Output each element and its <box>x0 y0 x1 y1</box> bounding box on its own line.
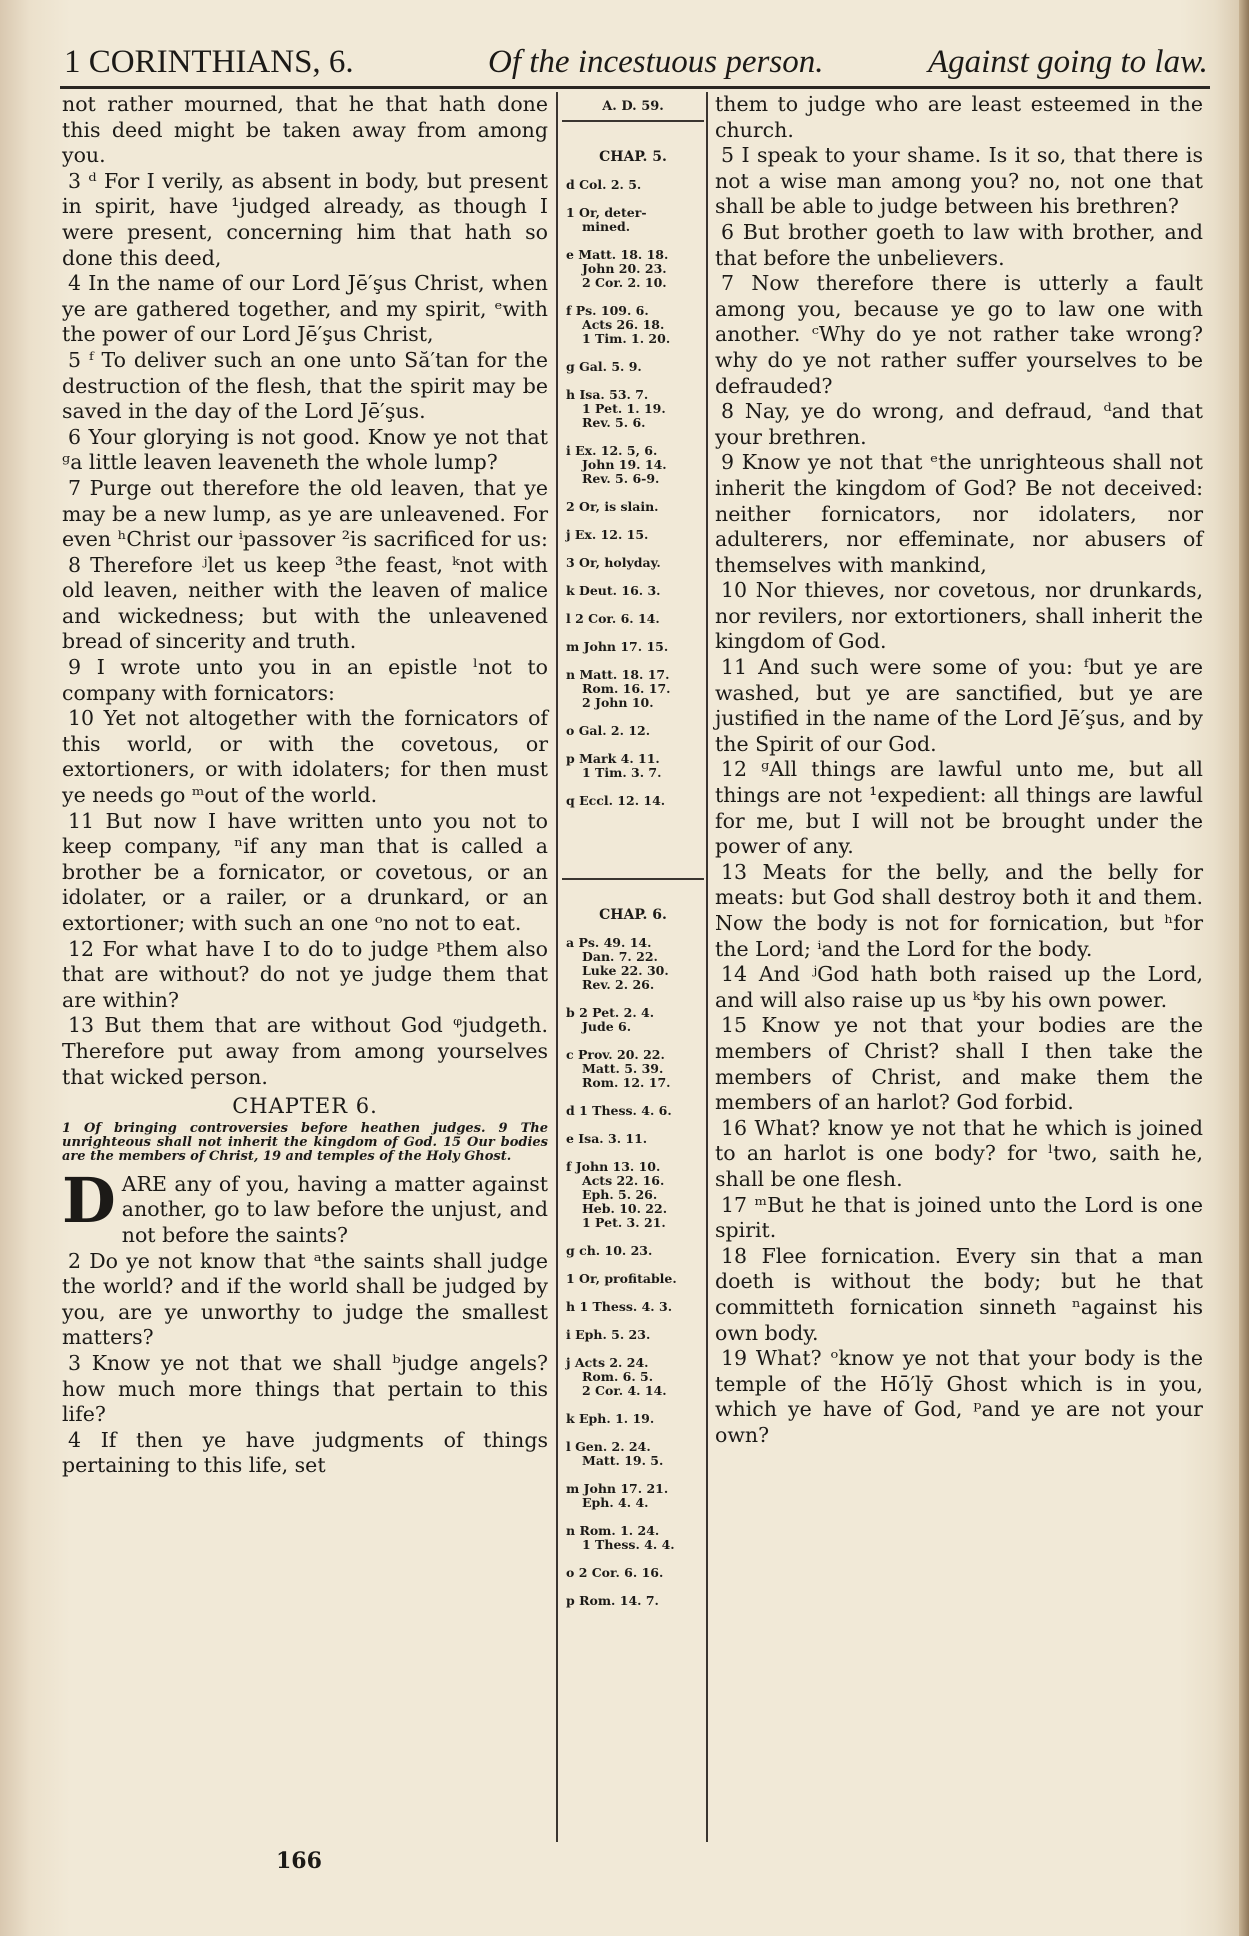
reference-line: 2 Cor. 2. 10. <box>582 275 667 290</box>
cross-reference <box>562 724 704 738</box>
cross-reference <box>562 1300 704 1314</box>
verse: 7 Now therefore there is utterly a fault among you, because ye go to law one with another. ᶜWhy do ye not rather take wrong? why do ye not rather suffer yourselves to be defrauded? <box>715 271 1203 398</box>
left-column <box>62 92 548 1479</box>
reference-line: g ch. 10. 23. <box>566 1243 653 1258</box>
reference-line: j Acts 2. 24. <box>566 1355 649 1370</box>
cross-reference <box>562 1006 704 1034</box>
date-label: A. D. 59. <box>602 99 664 114</box>
reference-line: Eph. 4. 4. <box>582 1495 649 1510</box>
cross-reference <box>562 1272 704 1286</box>
verse-continuation: them to judge who are least esteemed in the church. <box>715 92 1203 142</box>
reference-line: Acts 22. 16. <box>582 1173 665 1188</box>
reference-line: 1 Or, deter- <box>566 205 647 220</box>
reference-line: n Matt. 18. 17. <box>566 667 670 682</box>
cross-reference <box>562 1412 704 1426</box>
cross-reference <box>562 1566 704 1580</box>
verse: 5 I speak to your shame. Is it so, that there is not a wise man among you? no, not one that shall be able to judge between his brethren? <box>715 143 1203 219</box>
reference-line: o 2 Cor. 6. 16. <box>566 1565 664 1580</box>
reference-line: Eph. 5. 26. <box>582 1187 658 1202</box>
reference-line: e Isa. 3. 11. <box>566 1131 648 1146</box>
reference-line: Heb. 10. 22. <box>582 1201 668 1216</box>
reference-line: n Rom. 1. 24. <box>566 1523 660 1538</box>
verse: 12 For what have I to do to judge ᵖthem also that are without? do not ye judge them that are within? <box>62 936 548 1012</box>
reference-line: 2 Or, is slain. <box>566 499 659 514</box>
verse: 10 Yet not altogether with the fornicators of this world, or with the covetous, or extortioners, or with idolaters; for then must ye needs go ᵐout of the world. <box>62 706 548 808</box>
reference-line: Matt. 19. 5. <box>582 1453 664 1468</box>
cross-reference <box>562 388 704 430</box>
running-head-right: Against going to law. <box>928 44 1208 80</box>
page-header <box>60 38 1210 86</box>
reference-line: 2 Cor. 4. 14. <box>582 1383 667 1398</box>
reference-line: f Ps. 109. 6. <box>566 303 649 318</box>
verse: 13 Meats for the belly, and the belly for meats: but God shall destroy both it and them. Now the body is not for fornication, but ʰfor the Lord; ⁱand the Lord for the body. <box>715 859 1203 961</box>
reference-line: 1 Or, profitable. <box>566 1271 677 1286</box>
chapter-heading: CHAPTER 6. <box>232 1094 378 1119</box>
reference-line: d 1 Thess. 4. 6. <box>566 1103 672 1118</box>
reference-line: 3 Or, holyday. <box>566 555 661 570</box>
reference-line: Rev. 5. 6-9. <box>582 471 660 486</box>
reference-line: Luke 22. 30. <box>582 963 669 978</box>
reference-line: a Ps. 49. 14. <box>566 935 652 950</box>
cross-reference <box>562 1594 704 1608</box>
reference-line: i Eph. 5. 23. <box>566 1327 651 1342</box>
chap5-references <box>562 178 704 808</box>
reference-line: 1 Thess. 4. 4. <box>582 1537 675 1552</box>
verse: 14 And ʲGod hath both raised up the Lord, and will also raise up us ᵏby his own power. <box>715 962 1203 1012</box>
cross-reference <box>562 178 704 192</box>
reference-line: 1 Pet. 1. 19. <box>582 401 666 416</box>
verse: 11 But now I have written unto you not to keep company, ⁿif any man that is called a brother be a fornicator, or covetous, or an idolater, or a railer, or a drunkard, or an extortioner; with such an one ᵒno not to eat. <box>62 808 548 935</box>
reference-line: g Gal. 5. 9. <box>566 359 642 374</box>
reference-line: p Mark 4. 11. <box>566 751 660 766</box>
cross-reference <box>562 640 704 654</box>
reference-line: 1 Tim. 1. 20. <box>582 331 671 346</box>
verse: 17 ᵐBut he that is joined unto the Lord is one spirit. <box>715 1192 1203 1243</box>
reference-line: h Isa. 53. 7. <box>566 387 649 402</box>
verse: 3 Know ye not that we shall ᵇjudge angels? how much more things that pertain to this life? <box>62 1350 548 1427</box>
reference-line: q Eccl. 12. 14. <box>566 793 666 808</box>
book-title: 1 CORINTHIANS, 6. <box>64 44 354 80</box>
cross-reference <box>562 556 704 570</box>
reference-line: Rev. 5. 6. <box>582 415 646 430</box>
chap5-label: CHAP. 5. <box>599 149 667 165</box>
cross-reference <box>562 1104 704 1118</box>
reference-line: Rom. 12. 17. <box>582 1075 671 1090</box>
reference-line: f John 13. 10. <box>566 1159 661 1174</box>
reference-line: e Matt. 18. 18. <box>566 247 669 262</box>
reference-line: Rom. 6. 5. <box>582 1369 654 1384</box>
chap6-references <box>562 936 704 1608</box>
cross-reference <box>562 1244 704 1258</box>
running-head-left: Of the incestuous person. <box>488 44 824 80</box>
cross-reference <box>562 1440 704 1468</box>
verse: 15 Know ye not that your bodies are the members of Christ? shall I then take the members of Christ, and make them the members of an harlot? God forbid. <box>715 1013 1203 1115</box>
reference-line: mined. <box>582 219 631 234</box>
reference-line: d Col. 2. 5. <box>566 177 642 192</box>
verse: 5 ᶠ To deliver such an one unto Să′tan for the destruction of the flesh, that the spirit may be saved in the day of the Lord Jē′şus. <box>62 347 548 424</box>
verse: 19 What? ᵒknow ye not that your body is the temple of the Hō′lȳ Ghost which is in you, which ye have of God, ᵖand ye are not your own? <box>715 1346 1203 1447</box>
cross-reference <box>562 1524 704 1552</box>
reference-line: John 19. 14. <box>582 457 667 472</box>
verse: 10 Nor thieves, nor covetous, nor drunkards, nor revilers, nor extortioners, shall inherit the kingdom of God. <box>715 578 1203 654</box>
verse: 4 If then ye have judgments of things pertaining to this life, set <box>62 1427 548 1478</box>
cross-reference <box>562 500 704 514</box>
reference-line: Jude 6. <box>582 1019 632 1034</box>
chap6-label: CHAP. 6. <box>599 907 667 923</box>
verse: 2 Do ye not know that ᵃthe saints shall judge the world? and if the world shall be judged by you, are ye unworthy to judge the smallest matters? <box>62 1248 548 1350</box>
cross-reference <box>562 444 704 486</box>
column-divider <box>556 92 558 1842</box>
page-number: 166 <box>276 1848 322 1874</box>
verse: 12 ᵍAll things are lawful unto me, but all things are not ¹expedient: all things are lawful for me, but I will not be brought under the power of any. <box>715 757 1203 859</box>
page-edge <box>1239 0 1249 1936</box>
cross-reference <box>562 612 704 626</box>
cross-reference <box>562 1482 704 1510</box>
reference-line: b 2 Pet. 2. 4. <box>566 1005 655 1020</box>
verse: 8 Nay, ye do wrong, and defraud, ᵈand that your brethren. <box>715 399 1203 449</box>
cross-reference <box>562 1328 704 1342</box>
reference-line: j Ex. 12. 15. <box>566 527 649 542</box>
reference-line: John 20. 23. <box>582 261 667 276</box>
verse: 18 Flee fornication. Every sin that a man doeth is without the body; but he that committeth fornication sinneth ⁿagainst his own body. <box>715 1243 1203 1345</box>
reference-line: Rom. 16. 17. <box>582 681 671 696</box>
right-column <box>715 92 1203 1448</box>
cross-reference <box>562 1356 704 1398</box>
cross-reference <box>562 304 704 346</box>
cross-reference <box>562 206 704 234</box>
cross-reference <box>562 1048 704 1090</box>
verse: 9 Know ye not that ᵉthe unrighteous shall not inherit the kingdom of God? Be not deceived: neither fornicators, nor idolaters, nor adulterers, nor effeminate, nor abusers of themselves with mankind, <box>715 450 1203 577</box>
verse-1: DARE any of you, having a matter against another, go to law before the unjust, and not before the saints? <box>62 1163 548 1247</box>
reference-column <box>562 92 704 1622</box>
verse: 6 But brother goeth to law with brother, and that before the unbelievers. <box>715 219 1203 270</box>
reference-line: c Prov. 20. 22. <box>566 1047 665 1062</box>
verse-continuation: not rather mourned, that he that hath done this deed might be taken away from among you. <box>62 92 548 168</box>
cross-reference <box>562 584 704 598</box>
reference-line: m John 17. 15. <box>566 639 669 654</box>
reference-line: Acts 26. 18. <box>582 317 665 332</box>
reference-line: m John 17. 21. <box>566 1481 669 1496</box>
cross-reference <box>562 1160 704 1230</box>
cross-reference <box>562 248 704 290</box>
verse: 9 I wrote unto you in an epistle ˡnot to company with fornicators: <box>62 655 548 705</box>
cross-reference <box>562 360 704 374</box>
reference-line: Rev. 2. 26. <box>582 977 655 992</box>
cross-reference <box>562 794 704 808</box>
reference-line: 1 Pet. 3. 21. <box>582 1215 666 1230</box>
verse: 16 What? know ye not that he which is joined to an harlot is one body? for ˡtwo, saith he, shall be one flesh. <box>715 1115 1203 1191</box>
verse: 11 And such were some of you: ᶠbut ye are washed, but ye are sanctified, but ye are justified in the name of the Lord Jē′şus, and by the Spirit of our God. <box>715 655 1203 756</box>
reference-line: l Gen. 2. 24. <box>566 1439 651 1454</box>
verse: 7 Purge out therefore the old leaven, that ye may be a new lump, as ye are unleavened. For even ʰChrist our ⁱpassover ²is sacrificed for us: <box>62 475 548 552</box>
chapter-summary: 1 Of bringing controversies before heathen judges. 9 The unrighteous shall not inherit the kingdom of God. 15 Our bodies are the members of Christ, 19 and temples of the Holy Ghost. <box>62 1120 548 1164</box>
reference-line: l 2 Cor. 6. 14. <box>566 611 660 626</box>
verse: 3 ᵈ For I verily, as absent in body, but present in spirit, have ¹judged already, as though I were present, concerning him that hath so done this deed, <box>62 168 548 270</box>
cross-reference <box>562 752 704 780</box>
reference-line: 2 John 10. <box>582 695 654 710</box>
reference-line: Dan. 7. 22. <box>582 949 658 964</box>
reference-line: Matt. 5. 39. <box>582 1061 664 1076</box>
cross-reference <box>562 528 704 542</box>
verse: 4 In the name of our Lord Jē′şus Christ, when ye are gathered together, and my spirit, ᵉwith the power of our Lord Jē′şus Christ, <box>62 271 548 347</box>
dropcap: D <box>62 1163 116 1237</box>
verse: 8 Therefore ʲlet us keep ³the feast, ᵏnot with old leaven, neither with the leaven of malice and wickedness; but with the unleavened bread of sincerity and truth. <box>62 552 548 654</box>
reference-line: i Ex. 12. 5, 6. <box>566 443 658 458</box>
reference-line: o Gal. 2. 12. <box>566 723 651 738</box>
reference-line: h 1 Thess. 4. 3. <box>566 1299 673 1314</box>
header-rule <box>60 86 1210 89</box>
reference-rule <box>562 878 704 880</box>
verse: 6 Your glorying is not good. Know ye not that ᵍa little leaven leaveneth the whole lump? <box>62 424 548 475</box>
cross-reference <box>562 1132 704 1146</box>
reference-line: k Deut. 16. 3. <box>566 583 661 598</box>
reference-line: k Eph. 1. 19. <box>566 1411 655 1426</box>
column-divider <box>706 92 708 1842</box>
reference-line: p Rom. 14. 7. <box>566 1593 659 1608</box>
reference-line: 1 Tim. 3. 7. <box>582 765 662 780</box>
cross-reference <box>562 936 704 992</box>
verse: 13 But them that are without God ᵠjudgeth. Therefore put away from among yourselves that wicked person. <box>62 1013 548 1089</box>
cross-reference <box>562 668 704 710</box>
reference-rule <box>562 120 704 122</box>
